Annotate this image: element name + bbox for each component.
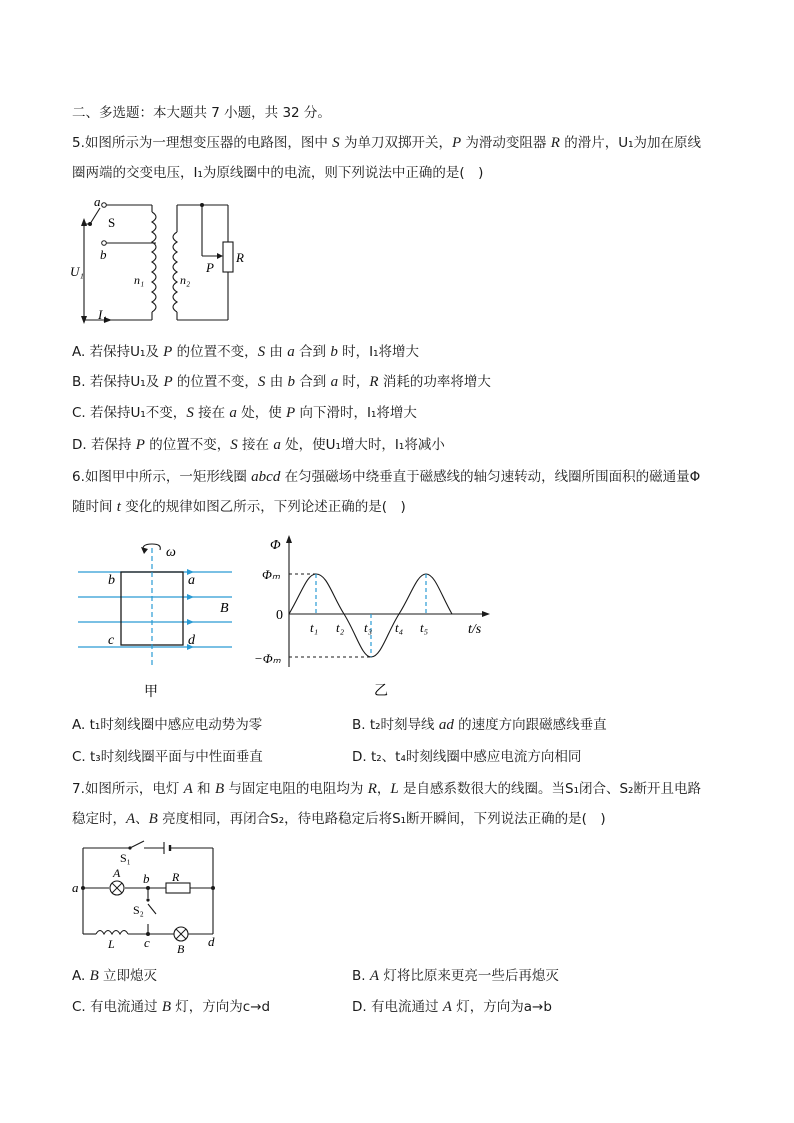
q6-stem-line1: 6.如图甲中所示，一矩形线圈 abcd 在匀强磁场中绕垂直于磁感线的轴匀速转动，线圈所围面积的磁通量Φ xyxy=(72,469,701,485)
q7-fig-label-lamp-b: B xyxy=(177,942,185,956)
q7-stem-line2: 稳定时，A、B 亮度相同，再闭合S₂，待电路稳定后将S₁断开瞬间，下列说法正确的是( ) xyxy=(72,811,606,827)
q7-self-inductance-circuit-figure xyxy=(70,838,230,958)
q6-fig-label-c: c xyxy=(108,633,115,648)
q5-fig-label-a: a xyxy=(94,194,101,209)
q7-option-b[interactable]: B. A 灯将比原来更亮一些后再熄灭 xyxy=(352,968,559,984)
q7-stem-line1: 7.如图所示，电灯 A 和 B 与固定电阻的电阻均为 R，L 是自感系数很大的线圈。当S₁闭合、S₂断开且电路 xyxy=(72,781,701,797)
q6-fig-label-omega: ω xyxy=(166,545,176,560)
q5-stem-line1: 5.如图所示为一理想变压器的电路图，图中 S 为单刀双掷开关，P 为滑动变阻器 R 的滑片，U₁为加在原线 xyxy=(72,135,701,151)
q7-fig-label-s2: S₂ xyxy=(133,903,144,917)
section-title: 二、多选题：本大题共 7 小题，共 32 分。 xyxy=(72,105,331,121)
q7-fig-label-r: R xyxy=(172,870,180,884)
q6-option-c[interactable]: C. t₃时刻线圈平面与中性面垂直 xyxy=(72,749,263,765)
q5-stem-line2: 圈两端的交变电压，I₁为原线圈中的电流，则下列说法中正确的是( ) xyxy=(72,165,484,181)
q5-option-c[interactable]: C. 若保持U₁不变，S 接在 a 处，使 P 向下滑时，I₁将增大 xyxy=(72,405,417,421)
q6-option-b[interactable]: B. t₂时刻导线 ad 的速度方向跟磁感线垂直 xyxy=(352,717,607,733)
q6-option-a[interactable]: A. t₁时刻线圈中感应电动势为零 xyxy=(72,717,263,733)
q6-fig-right-caption: 乙 xyxy=(374,684,388,699)
q7-fig-label-l: L xyxy=(108,937,115,951)
q6-graph-y-axis-label: Φ xyxy=(270,538,281,553)
q5-fig-label-p: P xyxy=(206,260,214,275)
q7-fig-label-lamp-a: A xyxy=(113,866,121,880)
q6-fig-label-b: b xyxy=(108,573,115,588)
q5-fig-label-n1: n₁ xyxy=(134,273,145,287)
q5-transformer-circuit-figure xyxy=(70,194,250,328)
q6-graph-y-max-label: Φₘ xyxy=(262,567,280,582)
q7-fig-label-d: d xyxy=(208,934,215,949)
q7-fig-label-b: b xyxy=(143,871,150,886)
q7-option-c[interactable]: C. 有电流通过 B 灯，方向为c→d xyxy=(72,999,271,1015)
q5-option-b[interactable]: B. 若保持U₁及 P 的位置不变，S 由 b 合到 a 时，R 消耗的功率将增大 xyxy=(72,374,491,390)
q6-graph-tick-t4: t₄ xyxy=(395,620,404,635)
q5-fig-label-i1: I₁ xyxy=(98,307,107,322)
q5-fig-label-r: R xyxy=(236,250,244,265)
q6-option-d[interactable]: D. t₂、t₄时刻线圈中感应电流方向相同 xyxy=(352,749,582,765)
q5-fig-label-u1: U₁ xyxy=(70,264,84,279)
q6-stem-line2: 随时间 t 变化的规律如图乙所示，下列论述正确的是( ) xyxy=(72,499,406,515)
q7-option-a[interactable]: A. B 立即熄灭 xyxy=(72,968,158,984)
q6-graph-y-min-label: −Φₘ xyxy=(254,651,281,666)
q6-fig-label-a: a xyxy=(188,573,195,588)
q6-fig-label-b-field: B xyxy=(220,601,229,616)
q6-flux-graph-figure xyxy=(250,533,500,703)
q5-fig-label-s: S xyxy=(108,215,116,230)
q6-graph-tick-t1: t₁ xyxy=(310,620,319,635)
q6-fig-left-caption: 甲 xyxy=(144,685,158,700)
q7-fig-label-a: a xyxy=(72,880,79,895)
q7-option-d[interactable]: D. 有电流通过 A 灯，方向为a→b xyxy=(352,999,552,1015)
q6-graph-tick-t5: t₅ xyxy=(420,620,429,635)
q6-graph-tick-t2: t₂ xyxy=(336,620,345,635)
q5-option-d[interactable]: D. 若保持 P 的位置不变，S 接在 a 处，使U₁增大时，I₁将减小 xyxy=(72,437,445,453)
q5-option-a[interactable]: A. 若保持U₁及 P 的位置不变，S 由 a 合到 b 时，I₁将增大 xyxy=(72,344,420,360)
q6-graph-origin-label: 0 xyxy=(276,608,283,623)
q5-fig-label-n2: n₂ xyxy=(180,273,191,287)
q7-fig-label-s1: S₁ xyxy=(120,851,131,865)
q6-coil-in-field-figure xyxy=(72,538,238,702)
q6-fig-label-d: d xyxy=(188,633,195,648)
q6-graph-tick-t3: t₃ xyxy=(364,620,373,635)
q5-fig-label-b: b xyxy=(100,247,107,262)
q6-graph-x-axis-label: t/s xyxy=(468,622,482,637)
q7-fig-label-c: c xyxy=(144,935,150,950)
